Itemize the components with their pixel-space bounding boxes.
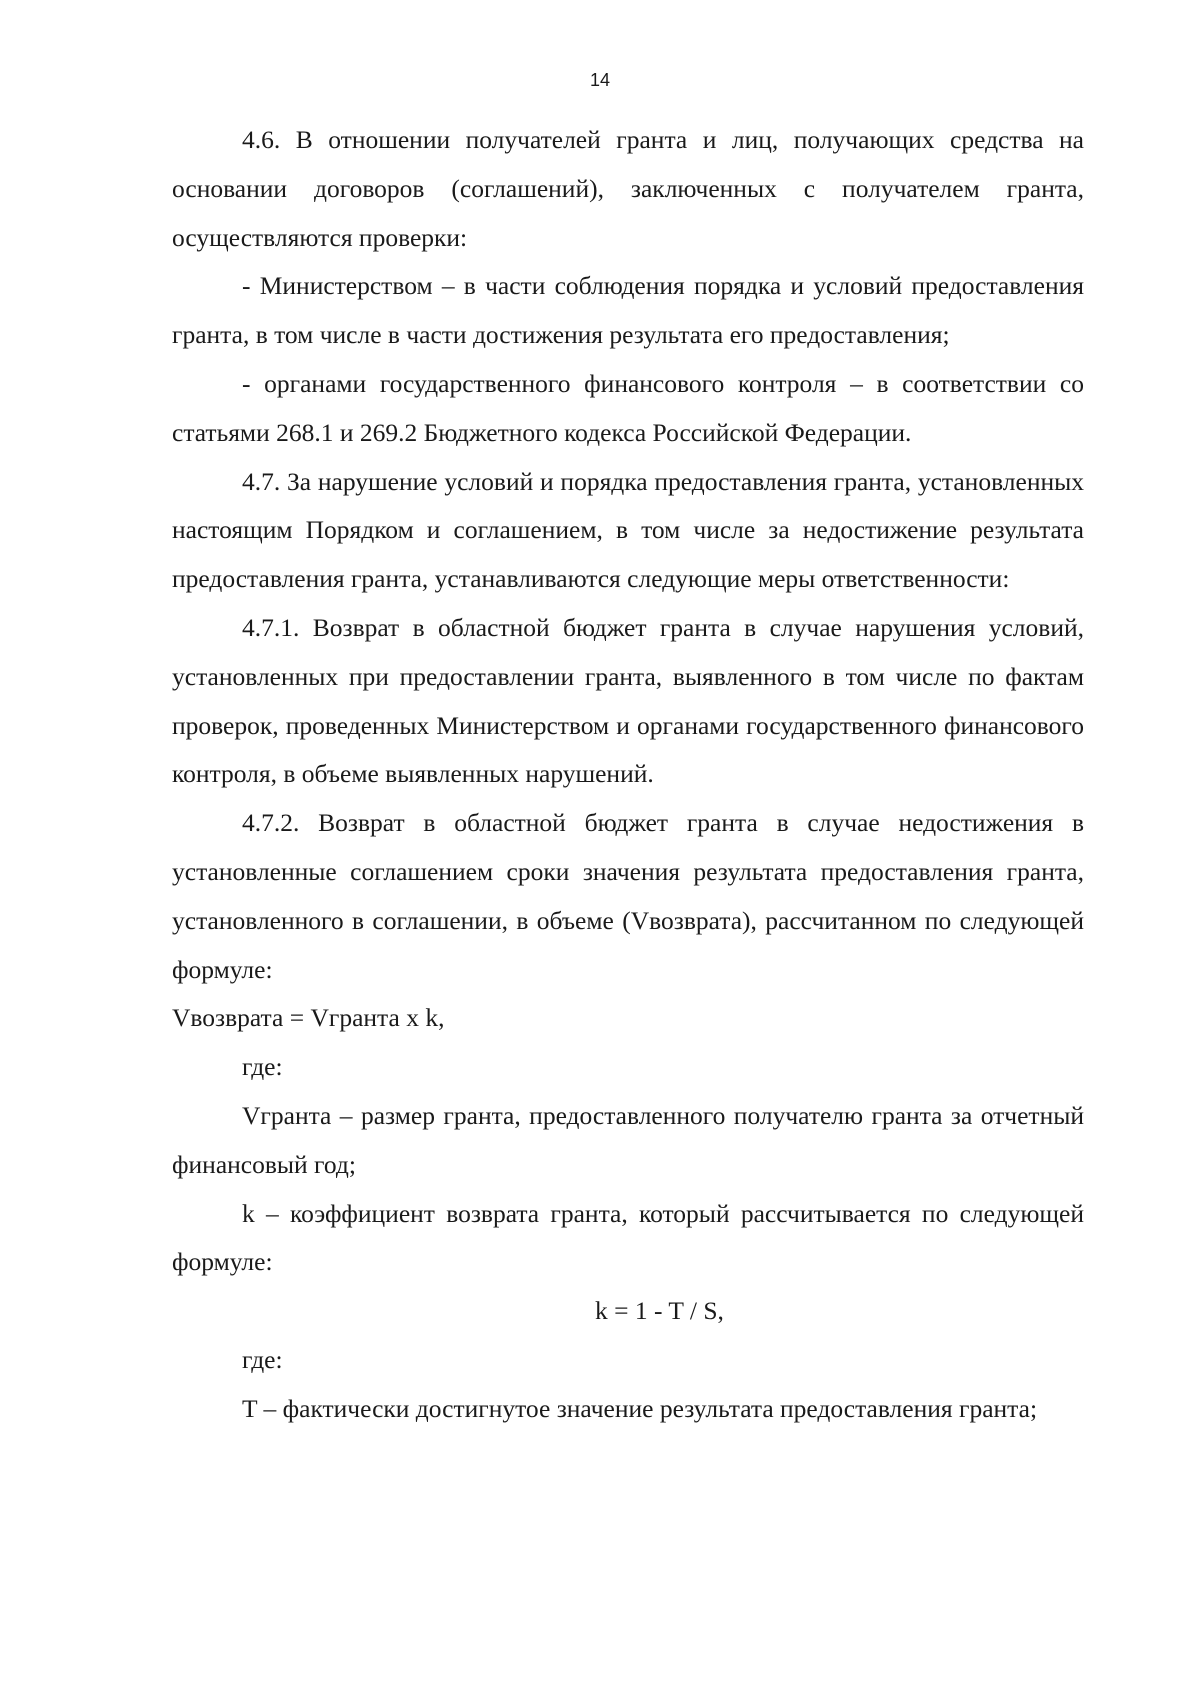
paragraph-4-7: 4.7. За нарушение условий и порядка предоставления гранта, установленных настоящим Порядком и соглашением, в том числе за недостижение результата предоставления гранта, устанавливаются следующие меры ответственности: <box>172 466 1084 594</box>
paragraph-4-7-2: 4.7.2. Возврат в областной бюджет гранта в случае недостижения в установленные соглашением сроки значения результата предоставления гранта, установленного в соглашении, в объеме (Vвозврата), рассчитанном по следующей формуле: <box>172 808 1084 984</box>
page-number: 14 <box>589 70 611 90</box>
definition-t: T – фактически достигнутое значение результата предоставления гранта; <box>242 1393 1038 1423</box>
where-label: где: <box>242 1344 283 1374</box>
definition-v-grant: Vгранта – размер гранта, предоставленного получателю гранта за отчетный финансовый год; <box>172 1100 1084 1179</box>
paragraph-4-6: 4.6. В отношении получателей гранта и лиц, получающих средства на основании договоров (соглашений), заключенных с получателем гранта, осуществляются проверки: <box>172 125 1084 252</box>
document-body <box>172 116 1084 1434</box>
paragraph-4-7-1: 4.7.1. Возврат в областной бюджет гранта в случае нарушения условий, установленных при предоставлении гранта, выявленного в том числе по фактам проверок, проведенных Министерством и органами государственного финансового контроля, в объеме выявленных нарушений. <box>172 612 1084 789</box>
formula-coefficient-k: k = 1 - T / S, <box>595 1296 724 1326</box>
where-label: где: <box>242 1052 283 1082</box>
formula-return-volume: Vвозврата = Vгранта x k, <box>172 1003 445 1033</box>
definition-k: k – коэффициент возврата гранта, который рассчитывается по следующей формуле: <box>172 1198 1084 1277</box>
paragraph-4-6-ministry-checks: - Министерством – в части соблюдения порядка и условий предоставления гранта, в том числе в части достижения результата его предоставления; <box>172 271 1084 350</box>
paragraph-4-6-financial-control: - органами государственного финансового контроля – в соответствии со статьями 268.1 и 269.2 Бюджетного кодекса Российской Федерации. <box>172 368 1084 447</box>
